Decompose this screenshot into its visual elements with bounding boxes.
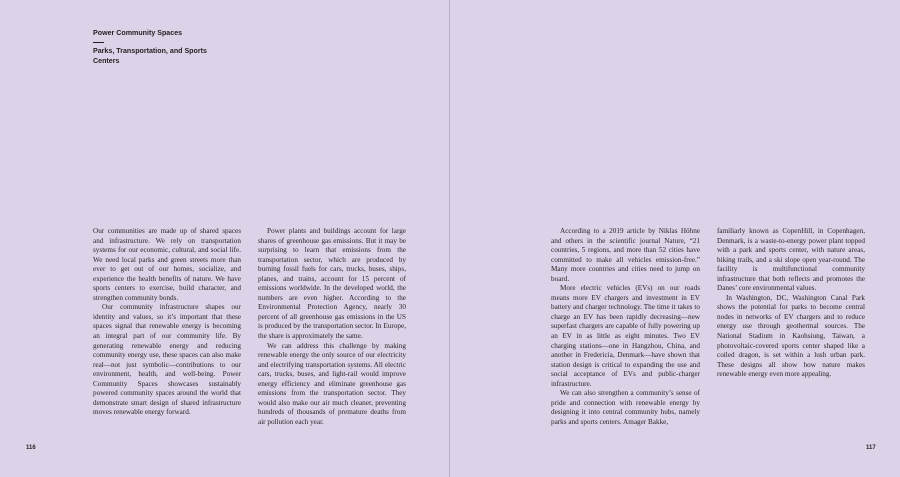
paragraph: familiarly known as CopenHill, in Copenhagen, Denmark, is a waste-to-energy power plant topped with a park and sports center, with nature areas, hiking trails, and a ski slope open year-round. The facility is multifunctional community infrastructure that both reflects and promotes the Danes’ core environmental values.: [717, 227, 865, 293]
section-title: Power Community Spaces: [93, 29, 183, 37]
paragraph: More electric vehicles (EVs) on our roads means more EV chargers and investment in EV battery and charger technology. The time it takes to charge an EV has been rapidly decreasing—new superfast chargers are capable of fully powering up an EV in as little as eight minutes. Two EV charging stations—one in Hangzhou, China, and another in Fredericia, Denmark—have shown that station design is critical to expanding the use and social acceptance of EVs and public-charger infrastructure.: [551, 284, 700, 388]
section-subtitle: Parks, Transportation, and Sports Centers: [93, 47, 207, 65]
paragraph: Power plants and buildings account for large shares of greenhouse gas emissions. But it may be surprising to learn that emissions from the transportation sector, which are produced by burning fossil fuels for cars, trucks, buses, ships, planes, and trains, account for 15 percent of emissions worldwide. In the developed world, the numbers are even higher. According to the Environmental Protection Agency, nearly 30 percent of all greenhouse gas emissions in the US is produced by the transportation sector. In Europe, the share is approximately the same.: [258, 227, 406, 341]
header-rule: [93, 42, 104, 43]
paragraph: Our community infrastructure shapes our identity and values, so it’s important that these spaces signal that renewable energy is becoming an integral part of our community life. By generating renewable energy and reducing community energy use, these spaces can also make real—not just symbolic—contributions to our environment, health, and well-being. Power Community Spaces showcases sustainably powered community spaces around the world that demonstrate smart design of shared infrastructure moves renewable energy forward.: [93, 303, 241, 417]
page-gutter: [449, 0, 450, 477]
text-column-3: [551, 227, 700, 427]
paragraph: We can address this challenge by making renewable energy the only source of our electricity and electrifying transportation systems. All electric cars, trucks, buses, and light-rail would improve energy efficiency and eliminate greenhouse gas emissions from the transportation sector. They would also make our air much cleaner, preventing hundreds of thousands of premature deaths from air pollution each year.: [258, 341, 406, 426]
text-column-1: [93, 227, 241, 418]
page-number-left: 116: [26, 445, 36, 451]
page-number-right: 117: [866, 445, 876, 451]
paragraph: Our communities are made up of shared spaces and infrastructure. We rely on transportation systems for our economic, cultural, and social life. We need local parks and green streets more than ever to get out of our homes, socialize, and experience the health benefits of nature. We have sports centers to exercise, build character, and strengthen community bonds.: [93, 227, 241, 302]
text-column-4: [717, 227, 865, 380]
paragraph: In Washington, DC, Washington Canal Park shows the potential for parks to become central nodes in networks of EV chargers and to reduce energy use through geothermal sources. The National Stadium in Kaohsiung, Taiwan, a photovoltaic-covered sports center shaped like a coiled dragon, is set within a lush urban park. These designs all show how nature makes renewable energy even more appealing.: [717, 293, 865, 379]
paragraph: We can also strengthen a community’s sense of pride and connection with renewable energy by designing it into central community hubs, namely parks and sports centers. Amager Bakke,: [551, 389, 700, 426]
paragraph: According to a 2019 article by Niklas Höhne and others in the scientific journal Nature, “21 countries, 5 regions, and more than 52 cities have committed to make all vehicles emission-free.” Many more countries and cities need to jump on board.: [551, 227, 700, 283]
text-column-2: [258, 227, 406, 427]
